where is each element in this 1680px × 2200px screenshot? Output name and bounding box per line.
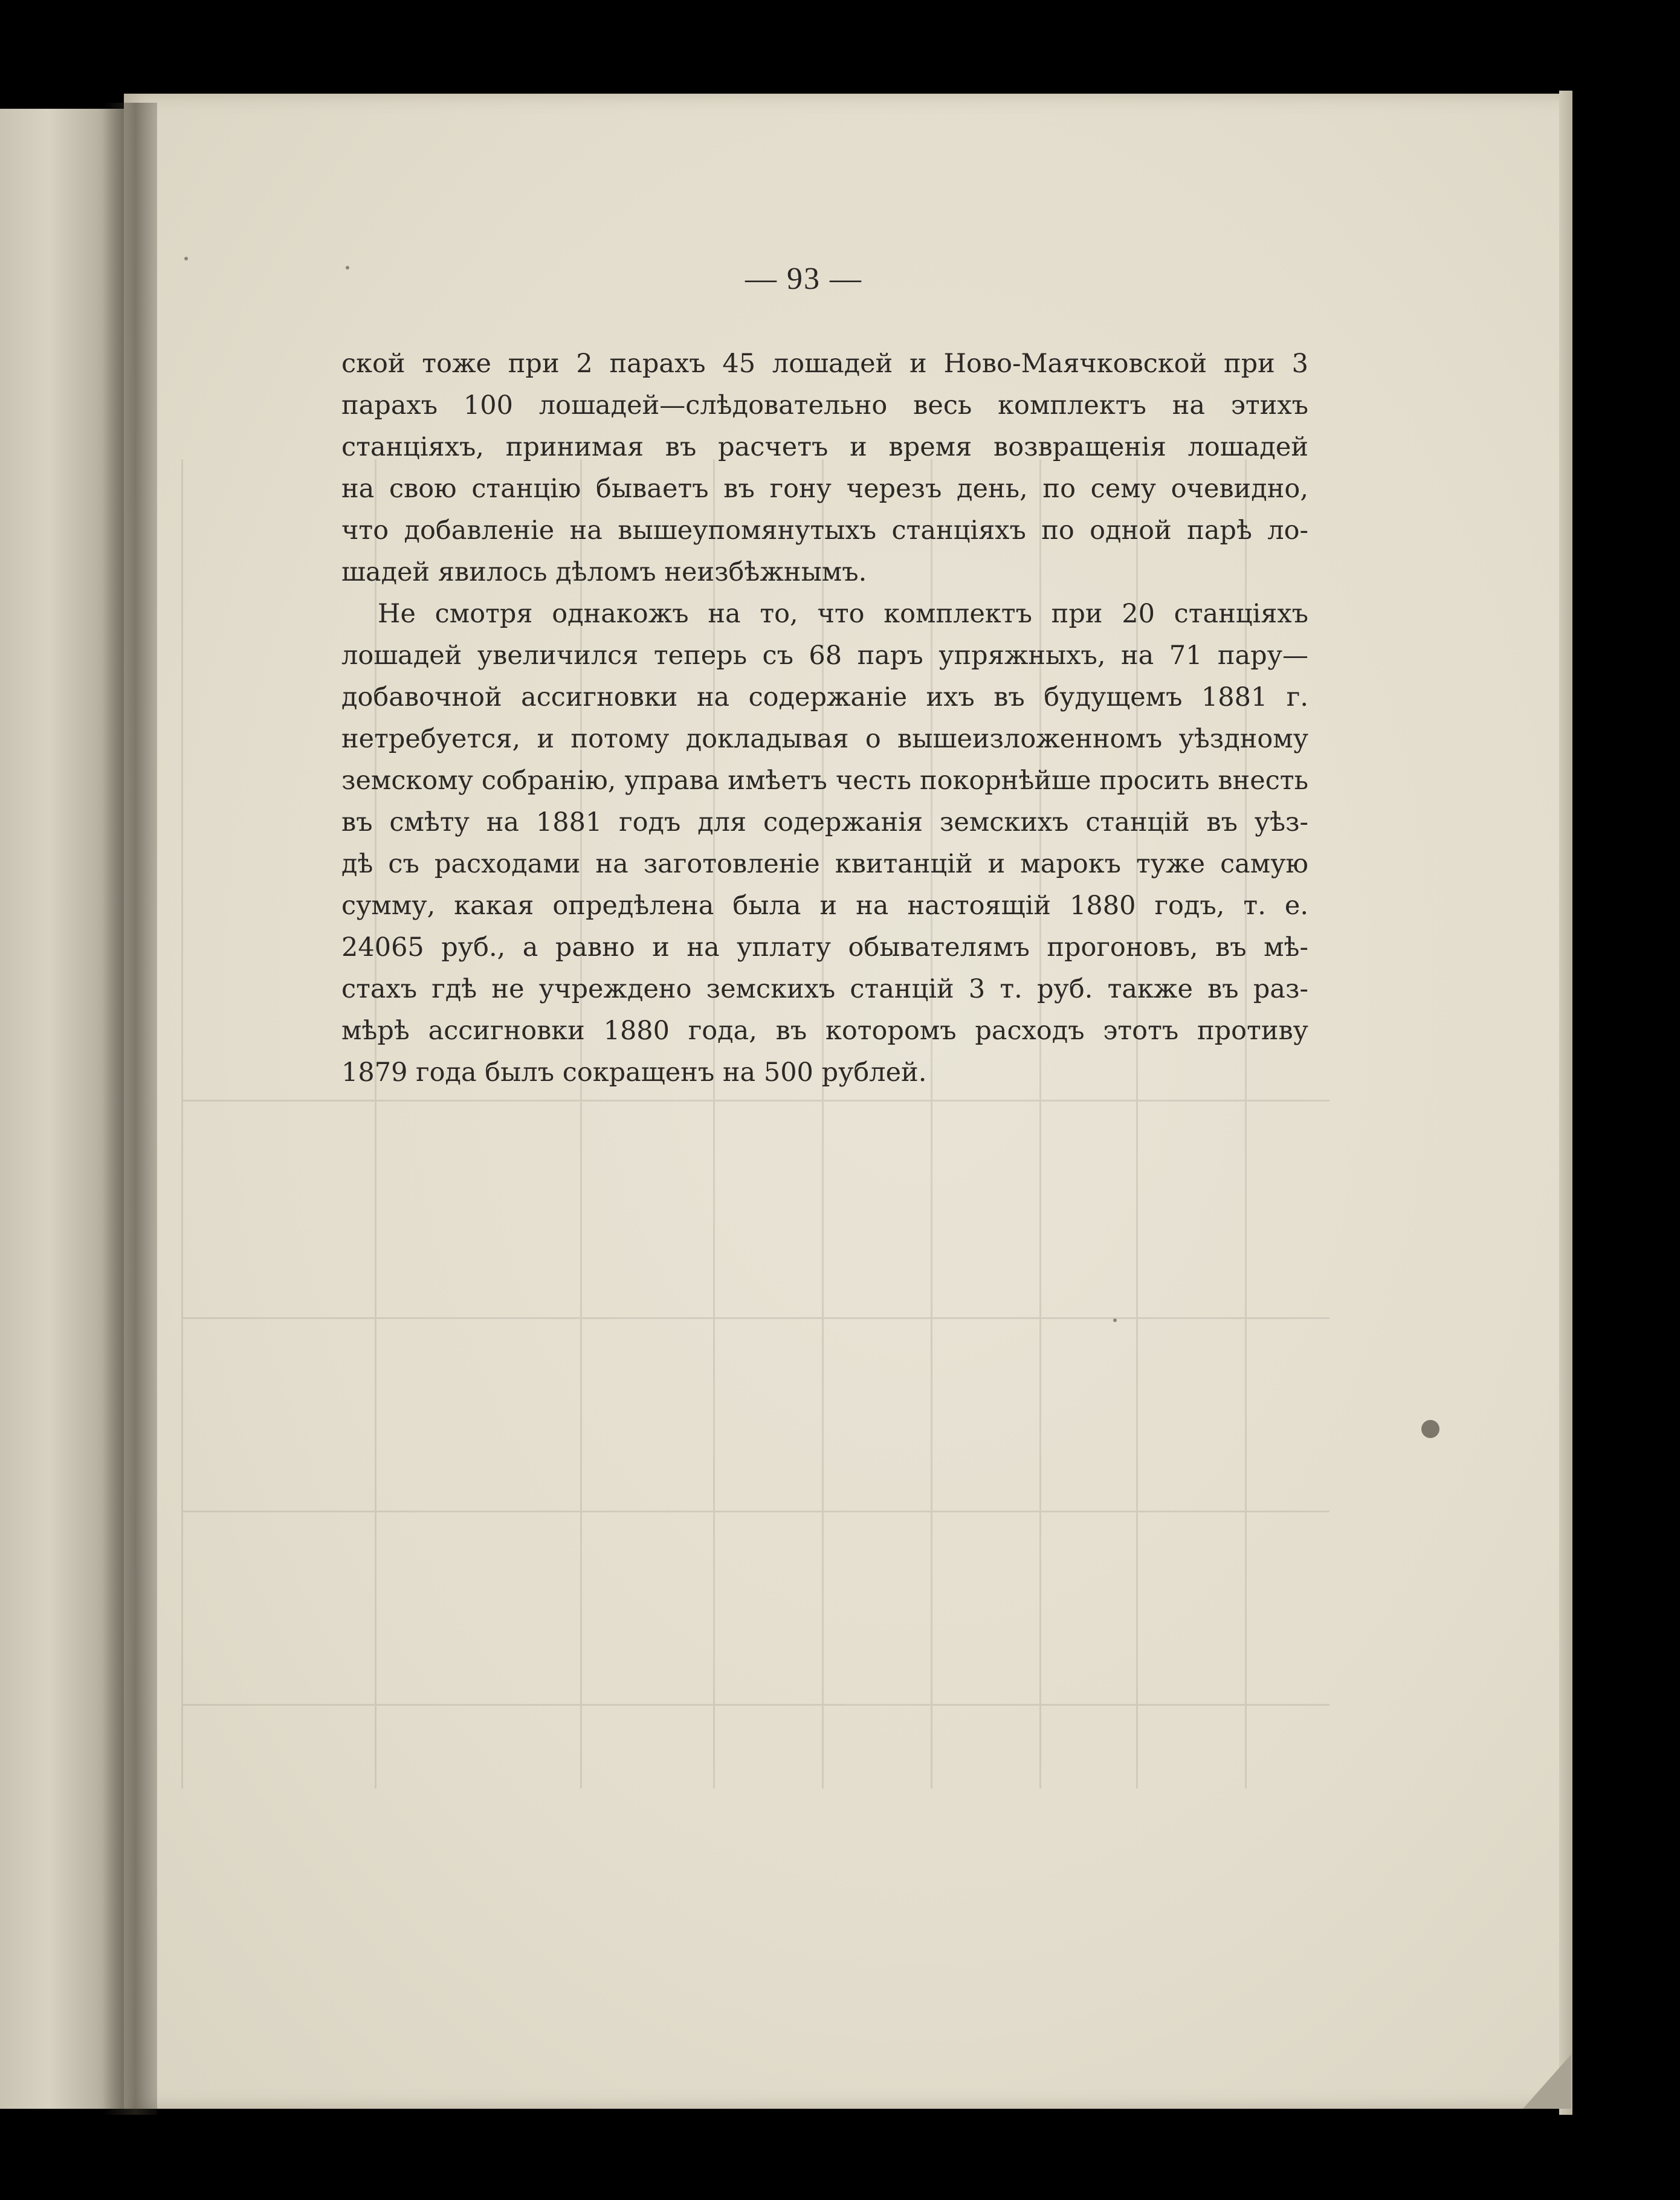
page-right-edge — [1559, 91, 1572, 2115]
text-line: 24065 руб., а равно и на уплату обывателямъ прогоновъ, въ мѣ- — [341, 932, 1308, 963]
body-text — [341, 343, 1308, 1094]
page-number: — 93 — — [745, 262, 862, 296]
paragraph-1 — [341, 343, 1308, 593]
text-line: станціяхъ, принимая въ расчетъ и время возвращенія лошадей — [341, 432, 1308, 462]
text-line: въ смѣту на 1881 годъ для содержанія земскихъ станцій въ уѣз- — [341, 807, 1308, 837]
paper-speck — [1113, 1318, 1117, 1322]
paper-speck — [184, 257, 188, 260]
text-line: дѣ съ расходами на заготовленіе квитанцій и марокъ туже самую — [341, 849, 1308, 879]
text-line: Не смотря однакожъ на то, что комплектъ при 20 станціяхъ — [378, 599, 1308, 629]
text-line: 1879 года былъ сокращенъ на 500 рублей. — [341, 1057, 927, 1088]
text-line: земскому собранію, управа имѣетъ честь покорнѣйше просить внесть — [341, 766, 1308, 796]
text-line: шадей явилось дѣломъ неизбѣжнымъ. — [341, 557, 867, 587]
text-line: что добавленіе на вышеупомянутыхъ станціяхъ по одной парѣ ло- — [341, 515, 1308, 546]
paragraph-2 — [341, 593, 1308, 1094]
ink-spot — [1421, 1420, 1439, 1438]
text-line: мѣрѣ ассигновки 1880 года, въ которомъ расходъ этотъ противу — [341, 1016, 1308, 1046]
text-line: добавочной ассигновки на содержаніе ихъ въ будущемъ 1881 г. — [341, 682, 1308, 712]
text-line: лошадей увеличился теперь съ 68 паръ упряжныхъ, на 71 пару— — [341, 640, 1308, 671]
text-line: ской тоже при 2 парахъ 45 лошадей и Ново-Маячковской при 3 — [341, 349, 1308, 379]
text-line: стахъ гдѣ не учреждено земскихъ станцій 3 т. руб. также въ раз- — [341, 974, 1308, 1004]
text-line: нетребуется, и потому докладывая о вышеизложенномъ уѣздному — [341, 724, 1308, 754]
paper-speck — [346, 266, 349, 269]
corner-fold — [1523, 2054, 1571, 2109]
text-line: сумму, какая опредѣлена была и на настоящій 1880 годъ, т. е. — [341, 891, 1308, 921]
gutter-shadow — [103, 103, 157, 2115]
text-line: на свою станцію бываетъ въ гону черезъ день, по сему очевидно, — [341, 474, 1308, 504]
text-line: парахъ 100 лошадей—слѣдовательно весь комплектъ на этихъ — [341, 390, 1308, 421]
